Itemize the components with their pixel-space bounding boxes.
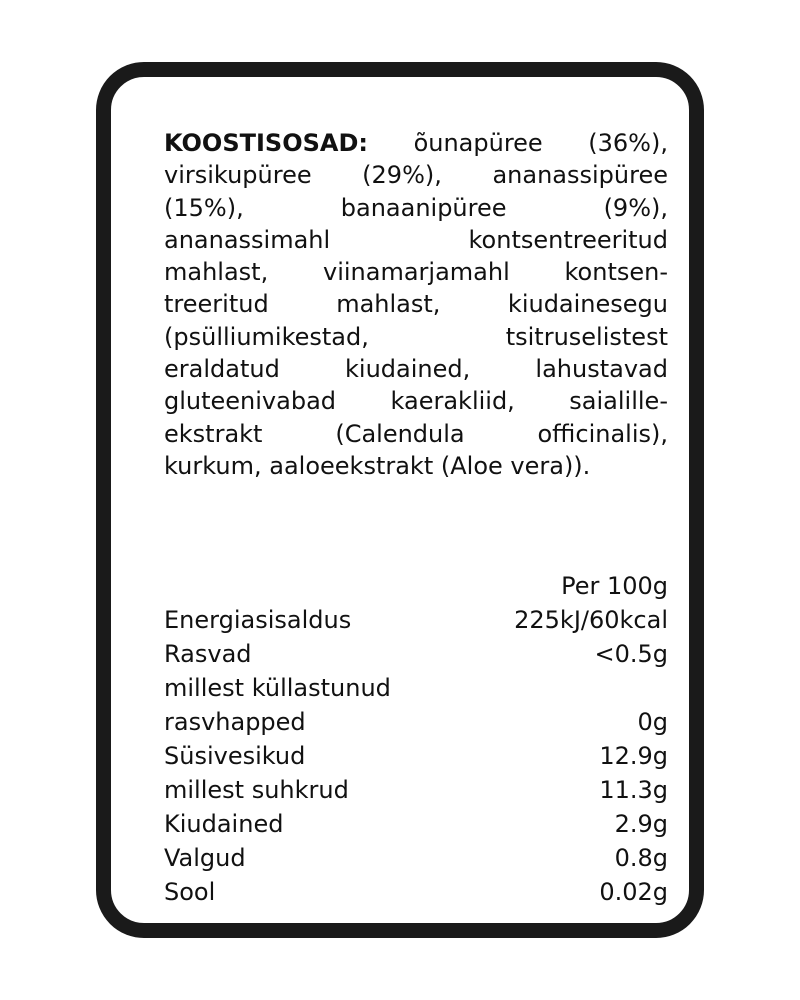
per-100g-header: Per 100g xyxy=(561,572,668,600)
ingredients-line xyxy=(164,224,668,256)
ingredient-word: (Calendula xyxy=(335,419,465,448)
ingredient-word: (psülliumikestad, xyxy=(164,322,369,351)
nutrition-row xyxy=(164,637,668,671)
nutrient-label: millest küllastunud xyxy=(164,674,391,702)
nutrition-row xyxy=(164,773,668,807)
ingredients-line xyxy=(164,321,668,353)
nutrient-label: Sool xyxy=(164,878,216,906)
nutrition-table xyxy=(164,569,668,909)
nutrient-value: 0.8g xyxy=(614,844,668,872)
ingredient-word: eraldatud xyxy=(164,355,280,384)
nutrition-header-row xyxy=(164,569,668,603)
nutrition-row xyxy=(164,807,668,841)
nutrient-value: 0.02g xyxy=(599,878,668,906)
nutrition-row xyxy=(164,875,668,909)
nutrition-row xyxy=(164,603,668,637)
nutrition-row xyxy=(164,705,668,739)
ingredients-line xyxy=(164,256,668,288)
ingredient-word: kiudainesegu xyxy=(507,290,668,319)
nutrient-label: millest suhkrud xyxy=(164,776,349,804)
ingredients-line xyxy=(164,450,668,482)
ingredient-word: (36%), xyxy=(588,129,668,157)
nutrition-row xyxy=(164,671,668,705)
ingredients-line xyxy=(164,385,668,417)
ingredient-word: kurkum, aaloeekstrakt (Aloe vera)). xyxy=(164,451,591,480)
ingredients-line xyxy=(164,353,668,385)
ingredient-word: saialille- xyxy=(569,387,668,416)
ingredient-word: lahustavad xyxy=(535,355,668,384)
ingredient-word: kiudained, xyxy=(345,355,471,384)
ingredient-word: ananassimahl xyxy=(164,225,331,254)
nutrition-row xyxy=(164,739,668,773)
ingredients-line xyxy=(164,159,668,191)
nutrient-value: 225kJ/60kcal xyxy=(514,606,668,634)
ingredient-word: mahlast, xyxy=(164,258,269,287)
ingredient-word: kaerakliid, xyxy=(390,387,515,416)
ingredient-word: banaanipüree xyxy=(340,193,507,222)
ingredients-line xyxy=(164,127,668,159)
nutrient-value: 11.3g xyxy=(599,776,668,804)
ingredient-word: (15%), xyxy=(164,193,244,222)
nutrient-value: 12.9g xyxy=(599,742,668,770)
ingredient-word: (29%), xyxy=(362,161,442,190)
nutrient-label: Kiudained xyxy=(164,810,284,838)
ingredient-word: virsikupüree xyxy=(164,161,312,190)
nutrient-value: 2.9g xyxy=(614,810,668,838)
ingredient-word: kontsentreeritud xyxy=(468,225,668,254)
ingredient-word: tsitruselistest xyxy=(505,322,668,351)
ingredient-word: kontsen- xyxy=(564,258,668,287)
nutrient-label: Valgud xyxy=(164,844,246,872)
ingredients-line xyxy=(164,192,668,224)
ingredients-line xyxy=(164,288,668,320)
ingredient-word: viinamarjamahl xyxy=(322,258,510,287)
nutrient-label: rasvhapped xyxy=(164,708,306,736)
ingredient-word: officinalis), xyxy=(537,419,668,448)
ingredient-word: õunapüree xyxy=(413,129,543,157)
nutrient-label: Süsivesikud xyxy=(164,742,306,770)
product-label xyxy=(96,62,704,938)
ingredients-text xyxy=(164,127,668,482)
ingredient-word: gluteenivabad xyxy=(164,387,337,416)
ingredients-heading: KOOSTISOSAD: xyxy=(164,129,368,157)
ingredient-word: treeritud xyxy=(164,290,269,319)
nutrient-value: 0g xyxy=(637,708,668,736)
ingredients-line xyxy=(164,418,668,450)
nutrient-label: Energiasisaldus xyxy=(164,606,352,634)
nutrition-row xyxy=(164,841,668,875)
ingredient-word: mahlast, xyxy=(336,290,441,319)
ingredient-word: ananassipüree xyxy=(492,161,668,190)
nutrient-label: Rasvad xyxy=(164,640,252,668)
nutrient-value: <0.5g xyxy=(594,640,668,668)
ingredient-word: ekstrakt xyxy=(164,419,263,448)
ingredient-word: (9%), xyxy=(603,193,668,222)
